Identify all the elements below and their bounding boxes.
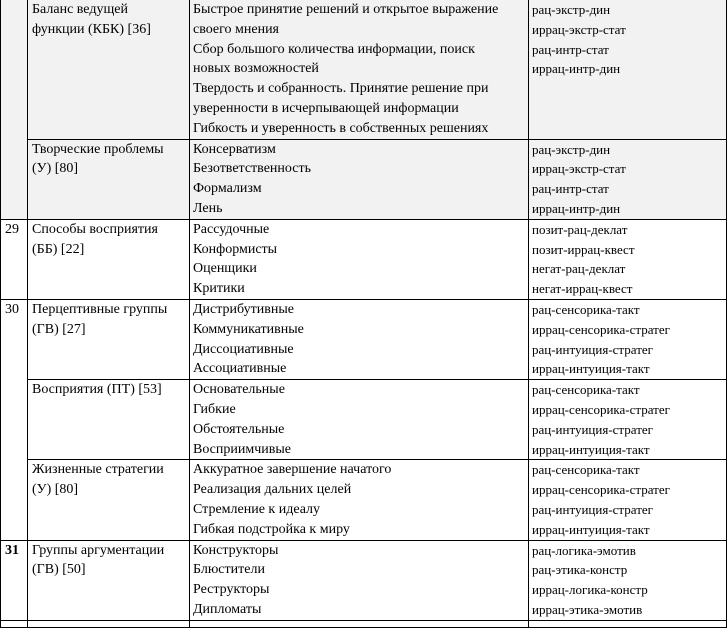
category-name	[28, 299, 190, 379]
code-item: рац-сенсорика-такт	[532, 301, 640, 317]
code-item: рац-сенсорика-такт	[532, 382, 640, 398]
empty-cell	[1, 620, 28, 627]
category-name-line: (У) [80]	[32, 161, 79, 177]
code-item: рац-экстр-дин	[532, 2, 611, 17]
category-name	[28, 380, 190, 460]
type-item: Восприимчивые	[193, 441, 291, 457]
type-item: Диссоциативные	[193, 341, 294, 357]
code-item: рац-интуиция-стратег	[532, 421, 653, 437]
category-name	[28, 540, 190, 620]
type-item: Блюстители	[193, 562, 265, 578]
type-item: Стремление к идеалу	[193, 501, 321, 517]
type-item: Основательные	[193, 382, 285, 398]
type-item: Рассудочные	[193, 221, 270, 237]
table-row	[1, 380, 727, 460]
type-item: Безответственность	[193, 161, 311, 177]
category-name-line: Способы восприятия	[32, 221, 158, 237]
code-list	[529, 0, 727, 139]
type-item: Конформисты	[193, 241, 278, 257]
row-number: 29	[1, 219, 28, 299]
code-item: иррац-интуиция-такт	[532, 441, 650, 457]
code-list	[529, 380, 727, 460]
empty-cell	[529, 620, 727, 627]
code-list	[529, 299, 727, 379]
row-number: 30	[1, 299, 28, 540]
table-row-cutoff	[1, 620, 727, 627]
type-item: Критики	[193, 281, 245, 297]
type-item: Дистрибутивные	[193, 301, 294, 317]
table-row	[1, 219, 727, 299]
type-list	[190, 540, 529, 620]
code-item: негат-иррац-квест	[532, 281, 633, 297]
table-row	[1, 540, 727, 620]
category-name	[28, 139, 190, 219]
type-item: Консерватизм	[193, 141, 276, 157]
code-item: иррац-сенсорика-стратег	[532, 321, 670, 337]
type-item: Сбор большого количества информации, поиск	[193, 41, 475, 57]
code-item: рац-экстр-дин	[532, 141, 611, 157]
type-item: Конструкторы	[193, 542, 279, 558]
code-item: рац-логика-эмотив	[532, 542, 636, 558]
type-item: новых возможностей	[193, 61, 319, 77]
type-item: Дипломаты	[193, 601, 262, 617]
type-item: Оценщики	[193, 261, 257, 277]
code-item: иррац-интуиция-такт	[532, 521, 650, 537]
category-name-line: Группы аргументации	[32, 542, 165, 558]
type-item: Ассоциативные	[193, 361, 287, 377]
type-list	[190, 460, 529, 540]
code-item: рац-интр-стат	[532, 41, 609, 57]
code-list	[529, 139, 727, 219]
category-name-line: Перцептивные группы	[32, 301, 168, 317]
code-item: иррац-логика-констр	[532, 582, 648, 598]
type-item: Коммуникативные	[193, 321, 304, 337]
table-row	[1, 0, 727, 139]
category-name-line: Баланс ведущей	[32, 2, 128, 17]
category-name	[28, 219, 190, 299]
type-item: Твердость и собранность. Принятие решение при	[193, 81, 489, 97]
code-list	[529, 219, 727, 299]
code-item: рац-этика-констр	[532, 562, 628, 578]
type-list	[190, 139, 529, 219]
empty-cell	[28, 620, 190, 627]
code-item: позит-рац-деклат	[532, 221, 628, 237]
type-item: своего мнения	[193, 21, 279, 37]
type-item: Обстоятельные	[193, 421, 285, 437]
type-item: Реализация дальних целей	[193, 482, 352, 498]
type-item: Формализм	[193, 181, 262, 197]
type-item: Лень	[193, 200, 223, 216]
type-list	[190, 0, 529, 139]
code-item: позит-иррац-квест	[532, 241, 635, 257]
type-list	[190, 380, 529, 460]
type-item: Реструкторы	[193, 582, 270, 598]
type-item: уверенности в исчерпывающей информации	[193, 100, 459, 116]
code-list	[529, 460, 727, 540]
code-item: негат-рац-деклат	[532, 261, 626, 277]
type-item: Гибкость и уверенность в собственных решениях	[193, 120, 489, 136]
code-item: иррац-этика-эмотив	[532, 601, 643, 617]
code-item: иррац-интр-дин	[532, 200, 621, 216]
table-row	[1, 139, 727, 219]
code-item: рац-сенсорика-такт	[532, 462, 640, 478]
code-item: рац-интуиция-стратег	[532, 341, 653, 357]
type-list	[190, 219, 529, 299]
empty-cell	[190, 620, 529, 627]
row-number	[1, 0, 28, 219]
table-row	[1, 299, 727, 379]
code-item: иррац-экстр-стат	[532, 21, 626, 37]
code-list	[529, 540, 727, 620]
code-item: рац-интуиция-стратег	[532, 501, 653, 517]
category-name	[28, 460, 190, 540]
type-list	[190, 299, 529, 379]
type-item: Гибкая подстройка к миру	[193, 521, 350, 537]
code-item: иррац-экстр-стат	[532, 161, 626, 177]
code-item: иррац-интуиция-такт	[532, 361, 650, 377]
code-item: иррац-интр-дин	[532, 61, 621, 77]
category-name	[28, 0, 190, 139]
category-name-line: Восприятия (ПТ) [53]	[32, 382, 162, 398]
category-name-line: Жизненные стратегии	[32, 462, 164, 478]
category-name-line: (ГВ) [50]	[32, 562, 86, 578]
code-item: иррац-сенсорика-стратег	[532, 482, 670, 498]
type-item: Быстрое принятие решений и открытое выражение	[193, 2, 499, 17]
category-name-line: (ГВ) [27]	[32, 321, 86, 337]
type-item: Гибкие	[193, 401, 236, 417]
code-item: иррац-сенсорика-стратег	[532, 401, 670, 417]
table-row	[1, 460, 727, 540]
category-name-line: (ББ) [22]	[32, 241, 85, 257]
type-item: Аккуратное завершение начатого	[193, 462, 392, 478]
row-number: 31	[1, 540, 28, 620]
category-name-line: функции (КБК) [36]	[32, 21, 151, 37]
category-name-line: (У) [80]	[32, 482, 79, 498]
code-item: рац-интр-стат	[532, 181, 609, 197]
category-name-line: Творческие проблемы	[32, 141, 164, 157]
